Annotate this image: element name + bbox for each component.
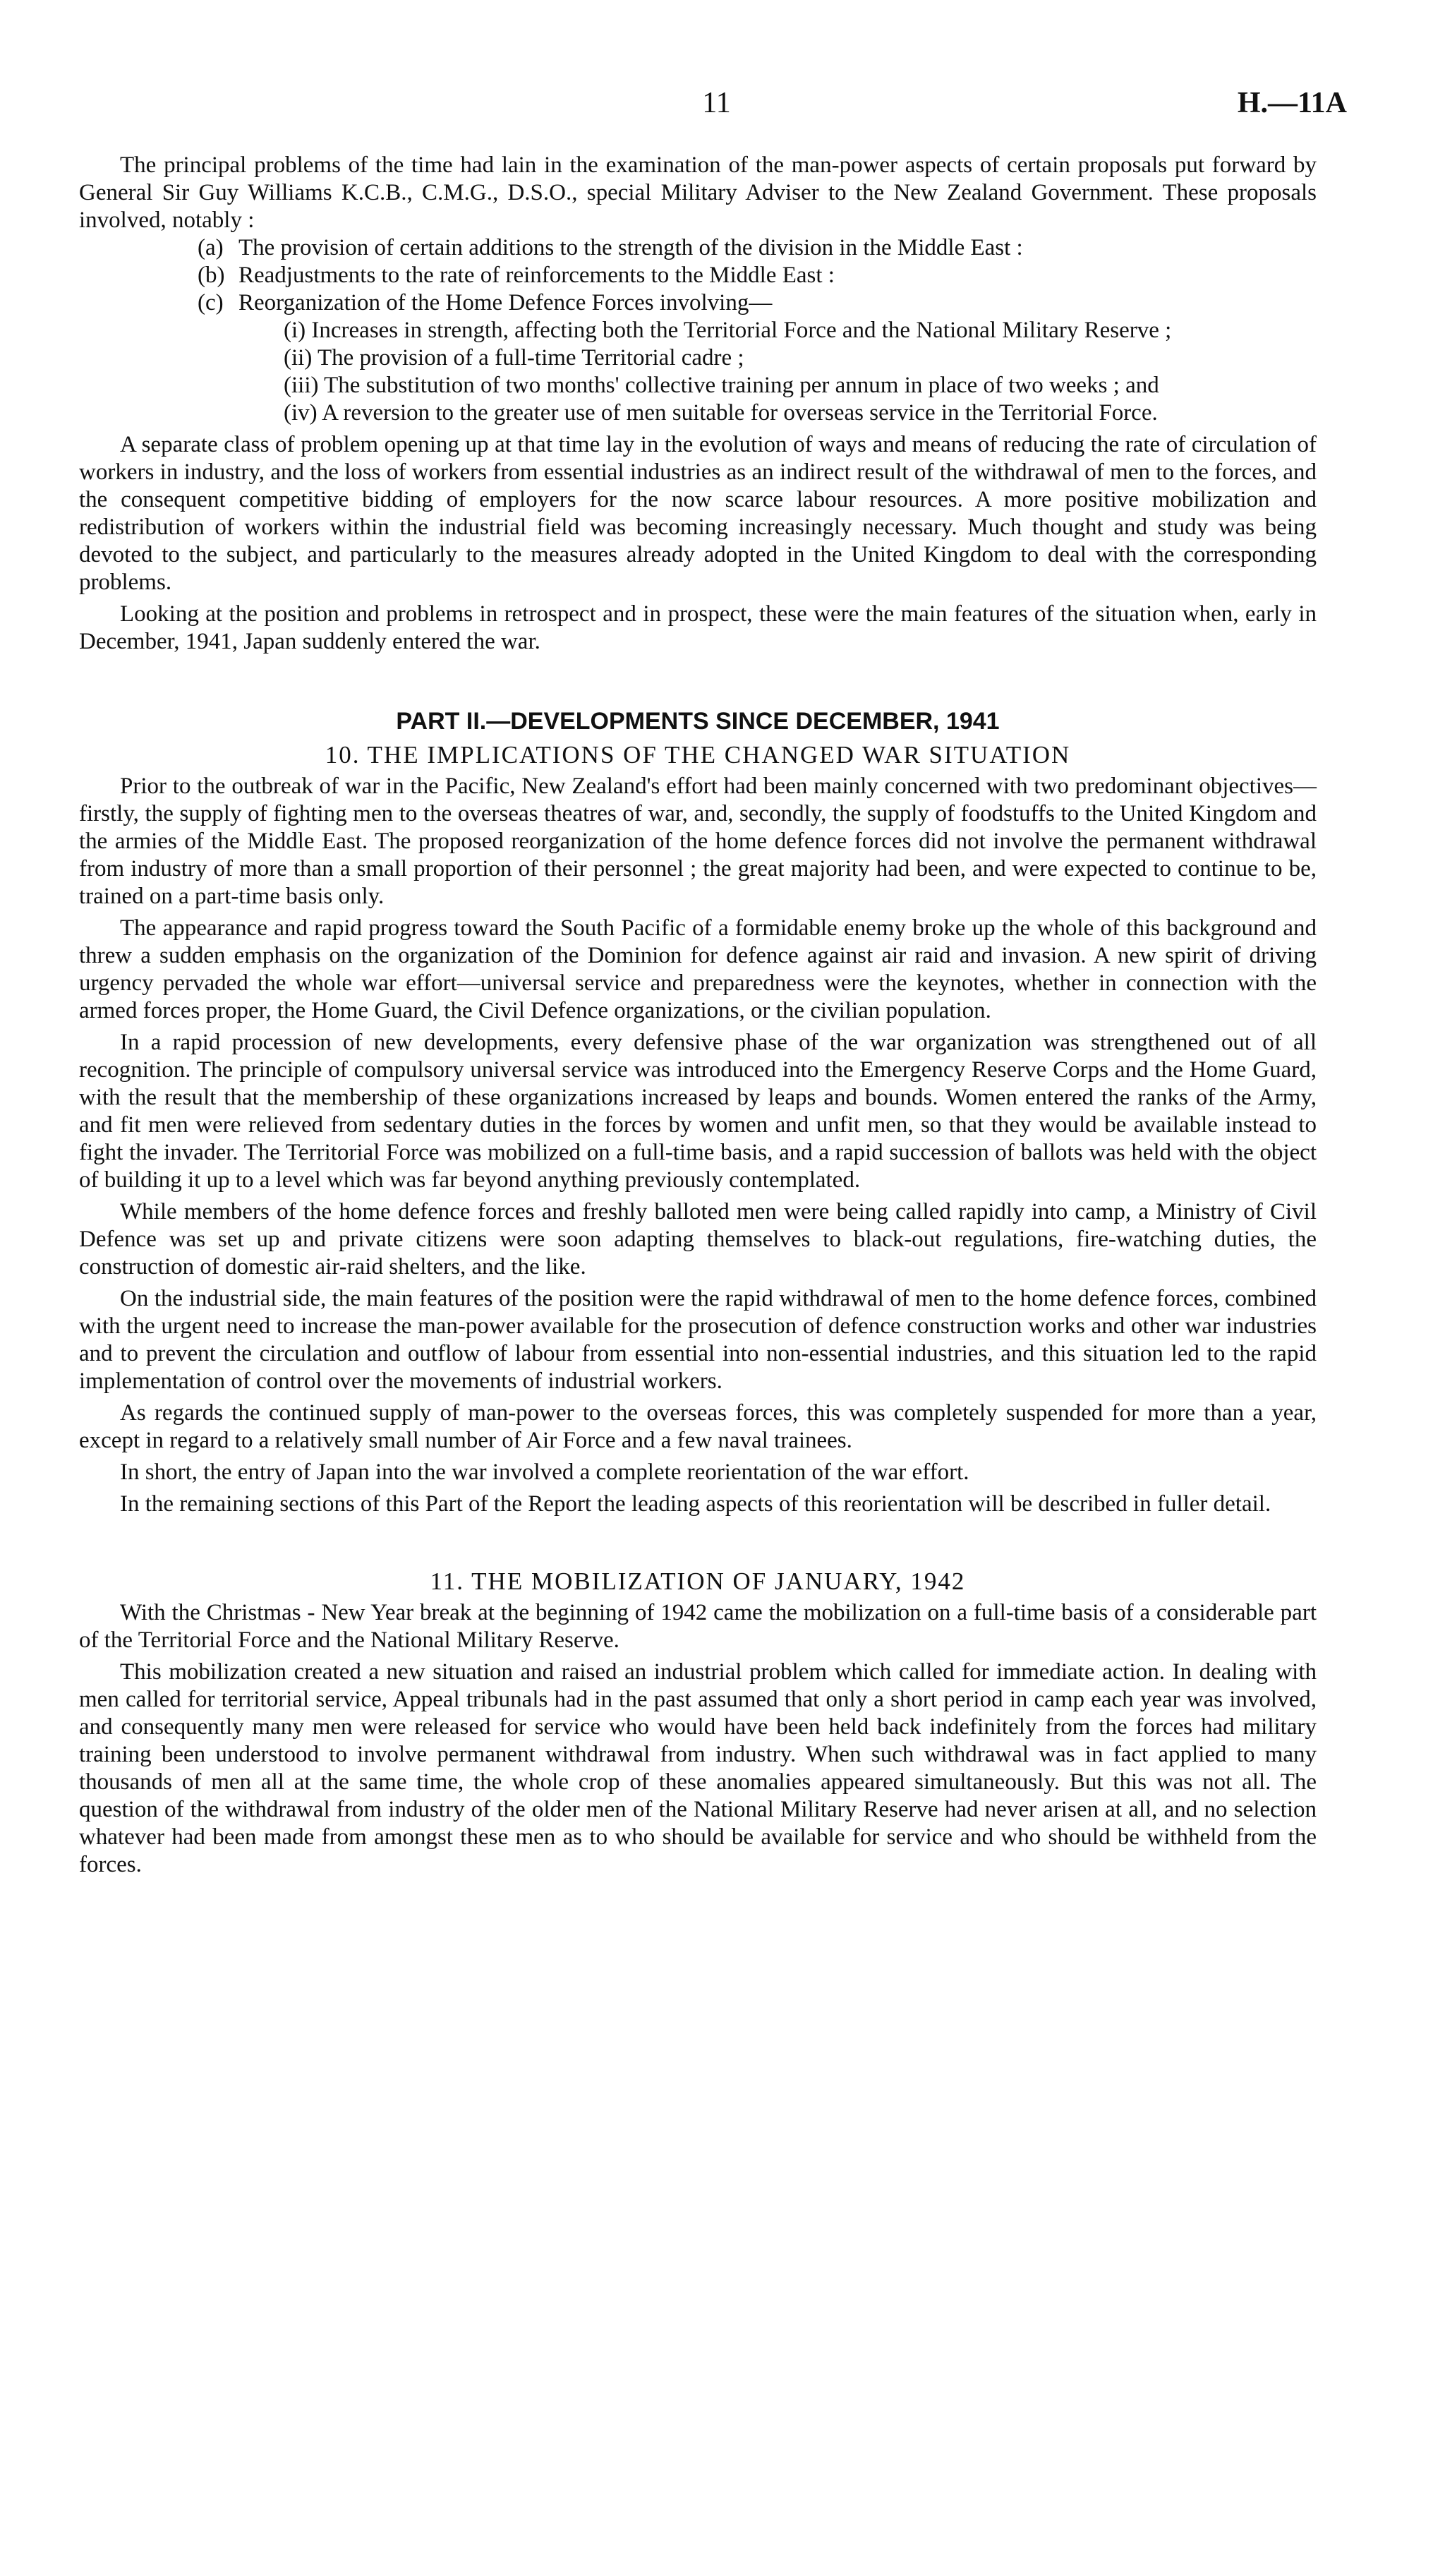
list-marker: (a) <box>198 235 224 260</box>
part-heading: PART II.—DEVELOPMENTS SINCE DECEMBER, 1941 <box>396 708 1000 735</box>
list-marker: (c) <box>198 290 224 315</box>
section-10-paragraph: While members of the home defence forces and freshly balloted men were being called rapidly into camp, a Ministry of Civil Defence was set up and private citizens were soon adapting themselves to black-out regulations, fire-watching duties, the construction of domestic air-raid shelters, and the like. <box>79 1199 1317 1280</box>
sublist-item: (iv) A reversion to the greater use of men suitable for overseas service in the Territorial Force. <box>284 400 1158 426</box>
section-11-paragraph: This mobilization created a new situation and raised an industrial problem which called for immediate action. In dealing with men called for territorial service, Appeal tribunals had in the past assumed that only a short period in camp each year was involved, and consequently many men were released for service who would have been held back indefinitely from the forces had military training been understood to involve permanent withdrawal from industry. When such withdrawal was in fact applied to many thousands of men all at the same time, the whole crop of these anomalies appeared simultaneously. But this was not all. The question of the withdrawal from industry of the older men of the National Military Reserve had never arisen at all, and no selection whatever had been made from amongst these men as to who should be available for service and who should be withheld from the forces. <box>79 1659 1317 1877</box>
document-reference: H.—11A <box>1237 87 1347 119</box>
section-11-paragraph: With the Christmas - New Year break at the beginning of 1942 came the mobilization on a full-time basis of a considerable part of the Territorial Force and the National Military Reserve. <box>79 1600 1317 1653</box>
section-10-paragraph: In short, the entry of Japan into the war involved a complete reorientation of the war effort. <box>120 1459 969 1485</box>
sublist-item: (i) Increases in strength, affecting both the Territorial Force and the National Military Reserve ; <box>284 318 1172 343</box>
page-content <box>79 152 1317 1879</box>
intro-paragraph-1: The principal problems of the time had lain in the examination of the man-power aspects of certain proposals put forward by General Sir Guy Williams K.C.B., C.M.G., D.S.O., special Military Adviser to the New Zealand Government. These proposals involved, notably : <box>79 152 1317 233</box>
page-number: 11 <box>702 87 731 119</box>
section-10-paragraph: On the industrial side, the main features of the position were the rapid withdrawal of men to the home defence forces, combined with the urgent need to increase the man-power available for the prosecution of defence construction works and other war industries and to prevent the circulation and outflow of labour from essential into non-essential industries, and this situation led to the rapid implementation of control over the movements of industrial workers. <box>79 1286 1317 1394</box>
section-10-paragraph: The appearance and rapid progress toward the South Pacific of a formidable enemy broke up the whole of this background and threw a sudden emphasis on the organization of the Dominion for defence against air raid and invasion. A new spirit of driving urgency pervaded the whole war effort—universal service and preparedness were the keynotes, whether in connection with the armed forces proper, the Home Guard, the Civil Defence organizations, or the civilian population. <box>79 915 1317 1023</box>
proposals-list <box>79 234 1317 317</box>
proposal-item-b <box>198 262 1317 289</box>
section-10-paragraph: In a rapid procession of new developments, every defensive phase of the war organization was strengthened out of all recognition. The principle of compulsory universal service was introduced into the Emergency Reserve Corps and the Home Guard, with the result that the membership of these organizations increased by leaps and bounds. Women entered the ranks of the Army, and fit men were relieved from sedentary duties in the forces by women and unfit men, so that they would be available instead to fight the invader. The Territorial Force was mobilized on a full-time basis, and a rapid succession of ballots was held with the object of building it up to a level which was far beyond anything previously contemplated. <box>79 1030 1317 1193</box>
proposal-item-a <box>198 234 1317 262</box>
list-item-text: Readjustments to the rate of reinforcements to the Middle East : <box>238 263 835 288</box>
proposal-item-c <box>198 289 1317 317</box>
intro-paragraph-3: Looking at the position and problems in retrospect and in prospect, these were the main features of the situation when, early in December, 1941, Japan suddenly entered the war. <box>79 601 1317 654</box>
intro-paragraph-2: A separate class of problem opening up at that time lay in the evolution of ways and means of reducing the rate of circulation of workers in industry, and the loss of workers from essential industries as an indirect result of the withdrawal of men to the forces, and the consequent competitive bidding of employers for the now scarce labour resources. A more positive mobilization and redistribution of workers within the industrial field was becoming increasingly necessary. Much thought and study was being devoted to the subject, and particularly to the measures already adopted in the United Kingdom to deal with the corresponding problems. <box>79 432 1317 595</box>
list-marker: (b) <box>198 263 225 288</box>
section-10-paragraph: As regards the continued supply of man-power to the overseas forces, this was completely suspended for more than a year, except in regard to a relatively small number of Air Force and a few naval trainees. <box>79 1400 1317 1453</box>
sublist-item: (ii) The provision of a full-time Territorial cadre ; <box>284 345 744 371</box>
list-item-text: The provision of certain additions to the strength of the division in the Middle East : <box>238 235 1023 260</box>
section-10-paragraph: In the remaining sections of this Part of the Report the leading aspects of this reorientation will be described in fuller detail. <box>120 1491 1271 1517</box>
section-10-heading: 10. THE IMPLICATIONS OF THE CHANGED WAR SITUATION <box>325 741 1071 769</box>
section-11-heading: 11. THE MOBILIZATION OF JANUARY, 1942 <box>430 1567 966 1595</box>
sublist-item: (iii) The substitution of two months' collective training per annum in place of two weeks ; and <box>284 373 1159 398</box>
list-item-text: Reorganization of the Home Defence Forces involving— <box>238 290 773 315</box>
section-10-paragraph: Prior to the outbreak of war in the Pacific, New Zealand's effort had been mainly concerned with two predominant objectives—firstly, the supply of fighting men to the overseas theatres of war, and, secondly, the supply of foodstuffs to the United Kingdom and the armies of the Middle East. The proposed reorganization of the home defence forces did not involve the permanent withdrawal from industry of more than a small proportion of their personnel ; the great majority had been, and were expected to continue to be, trained on a part-time basis only. <box>79 774 1317 909</box>
reorganization-sublist <box>79 317 1317 427</box>
